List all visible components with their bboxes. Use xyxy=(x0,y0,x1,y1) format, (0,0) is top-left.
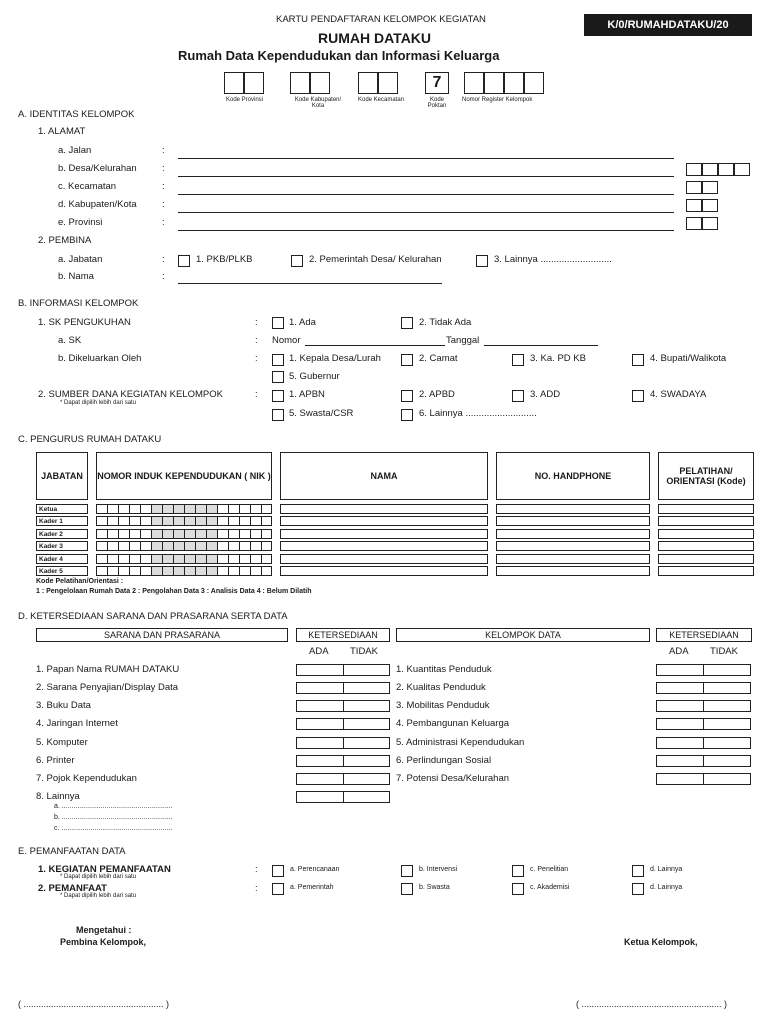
ada-label-right: ADA xyxy=(669,646,689,657)
kode-pelatihan-list: 1 : Pengelolaan Rumah Data 2 : Pengolahan Data 3 : Analisis Data 4 : Belum Dilatih xyxy=(36,588,312,595)
sarana-ada-box[interactable] xyxy=(296,755,344,767)
pkb-label: 1. PKB/PLKB xyxy=(196,254,253,265)
sk-ada-label: 1. Ada xyxy=(289,317,316,328)
swasta-csr-label: 5. Swasta/CSR xyxy=(289,408,354,419)
perencanaan-label: a. Perencanaan xyxy=(290,866,340,873)
kelompok-ada-box[interactable] xyxy=(656,700,704,712)
sarana-ada-box[interactable] xyxy=(296,664,344,676)
kelompok-tidak-box[interactable] xyxy=(703,773,751,785)
kapdkb-checkbox[interactable] xyxy=(512,354,524,366)
sarana-label: 1. Papan Nama RUMAH DATAKU xyxy=(36,664,180,675)
row-handphone-field[interactable] xyxy=(496,541,650,551)
mengetahui-label: Mengetahui : xyxy=(76,925,132,935)
kabupaten-field[interactable] xyxy=(178,212,674,213)
pkb-checkbox[interactable] xyxy=(178,255,190,267)
swadaya-label: 4. SWADAYA xyxy=(650,389,707,400)
row-jabatan: Kader 1 xyxy=(36,516,88,526)
row-handphone-field[interactable] xyxy=(496,566,650,576)
gubernur-label: 5. Gubernur xyxy=(289,371,340,382)
intervensi-label: b. Intervensi xyxy=(419,866,458,873)
pemdes-checkbox[interactable] xyxy=(291,255,303,267)
kegiatan-lainnya-checkbox[interactable] xyxy=(632,865,644,877)
sarana-label: 7. Pojok Kependudukan xyxy=(36,773,137,784)
row-pelatihan-field[interactable] xyxy=(658,554,754,564)
kelompok-tidak-box[interactable] xyxy=(703,737,751,749)
label-sk: a. SK xyxy=(58,335,82,346)
row-handphone-field[interactable] xyxy=(496,516,650,526)
pemerintah-checkbox[interactable] xyxy=(272,883,284,895)
sk-tidak-checkbox[interactable] xyxy=(401,317,413,329)
pemanfaat-title: 2. PEMANFAAT xyxy=(38,883,107,894)
pembina-signature-line[interactable]: ( ........................................................ ) xyxy=(18,999,170,1009)
col-jabatan: JABATAN xyxy=(36,452,88,500)
sumber-note: * Dapat dipilih lebih dari satu xyxy=(60,400,137,406)
label-kode-poktan: Kode Poktan xyxy=(427,97,447,109)
sarana-label: 6. Printer xyxy=(36,755,75,766)
subtitle: Rumah Data Kependudukan dan Informasi Keluarga xyxy=(178,48,500,63)
row-pelatihan-field[interactable] xyxy=(658,566,754,576)
sarana-tidak-box[interactable] xyxy=(343,682,390,694)
sarana-ada-box[interactable] xyxy=(296,682,344,694)
swadaya-checkbox[interactable] xyxy=(632,390,644,402)
card-title: KARTU PENDAFTARAN KELOMPOK KEGIATAN xyxy=(276,14,486,25)
colon: : xyxy=(255,883,258,894)
row-nama-field[interactable] xyxy=(280,516,488,526)
kelompok-tidak-box[interactable] xyxy=(703,755,751,767)
apbn-checkbox[interactable] xyxy=(272,390,284,402)
row-handphone-field[interactable] xyxy=(496,554,650,564)
lainnya-line-b: b. ......................................................... xyxy=(54,814,173,821)
swasta-label: b. Swasta xyxy=(419,884,450,891)
tidak-label-right: TIDAK xyxy=(710,646,738,657)
colon: : xyxy=(162,199,165,210)
lainnya-line-a: a. ......................................................... xyxy=(54,803,173,810)
jalan-field[interactable] xyxy=(178,158,674,159)
sarana-ada-box[interactable] xyxy=(296,718,344,730)
sarana-ada-box[interactable] xyxy=(296,791,344,803)
row-jabatan: Ketua xyxy=(36,504,88,514)
pemerintah-label: a. Pemerintah xyxy=(290,884,334,891)
colon: : xyxy=(255,864,258,875)
akademisi-label: c. Akademisi xyxy=(530,884,570,891)
sarana-label: 2. Sarana Penyajian/Display Data xyxy=(36,682,179,693)
col-nik: NOMOR INDUK KEPENDUDUKAN ( NIK ) xyxy=(96,452,272,500)
kelompok-ada-box[interactable] xyxy=(656,682,704,694)
row-jabatan: Kader 4 xyxy=(36,554,88,564)
sk-title: 1. SK PENGUKUHAN xyxy=(38,317,131,328)
ketua-signature-line[interactable]: ( ........................................................ ) xyxy=(576,999,728,1009)
code-badge: K/0/RUMAHDATAKU/20 xyxy=(584,14,752,36)
sk-tidak-label: 2. Tidak Ada xyxy=(419,317,472,328)
ada-label-left: ADA xyxy=(309,646,329,657)
kades-label: 1. Kepala Desa/Lurah xyxy=(289,353,381,364)
colon: : xyxy=(162,271,165,282)
col-nama: NAMA xyxy=(280,452,488,500)
kelompok-label: 1. Kuantitas Penduduk xyxy=(396,664,492,675)
kegiatan-title: 1. KEGIATAN PEMANFAATAN xyxy=(38,864,171,875)
label-provinsi: e. Provinsi xyxy=(58,217,103,228)
swasta-csr-checkbox[interactable] xyxy=(272,409,284,421)
kelompok-tidak-box[interactable] xyxy=(703,682,751,694)
sarana-label: 5. Komputer xyxy=(36,737,88,748)
kapdkb-label: 3. Ka. PD KB xyxy=(530,353,586,364)
sumber-lainnya-label: 6. Lainnya ........................... xyxy=(419,408,537,419)
lainnya-checkbox[interactable] xyxy=(476,255,488,267)
pemanfaat-lainnya-label: d. Lainnya xyxy=(650,884,683,891)
kode-pelatihan-title: Kode Pelatihan/Orientasi : xyxy=(36,578,124,585)
ketua-label: Ketua Kelompok, xyxy=(624,937,698,947)
kelompok-label: 3. Mobilitas Penduduk xyxy=(396,700,490,711)
sarana-tidak-box[interactable] xyxy=(343,791,390,803)
label-nomor: Nomor xyxy=(272,335,301,346)
intervensi-checkbox[interactable] xyxy=(401,865,413,877)
col-handphone: NO. HANDPHONE xyxy=(496,452,650,500)
section-e-title: E. PEMANFAATAN DATA xyxy=(18,846,126,857)
sumber-title: 2. SUMBER DANA KEGIATAN KELOMPOK xyxy=(38,389,223,400)
perencanaan-checkbox[interactable] xyxy=(272,865,284,877)
label-dikeluarkan: b. Dikeluarkan Oleh xyxy=(58,353,142,364)
nama-pembina-field[interactable] xyxy=(178,283,442,284)
bupati-label: 4. Bupati/Walikota xyxy=(650,353,727,364)
kelompok-ada-box[interactable] xyxy=(656,737,704,749)
sarana-label: 8. Lainnya xyxy=(36,791,80,802)
col-kelompok-data: KELOMPOK DATA xyxy=(396,628,650,642)
akademisi-checkbox[interactable] xyxy=(512,883,524,895)
label-jabatan: a. Jabatan xyxy=(58,254,103,265)
camat-checkbox[interactable] xyxy=(401,354,413,366)
kelompok-ada-box[interactable] xyxy=(656,664,704,676)
alamat-title: 1. ALAMAT xyxy=(38,126,86,137)
sumber-lainnya-checkbox[interactable] xyxy=(401,409,413,421)
section-d-title: D. KETERSEDIAAN SARANA DAN PRASARANA SERTA DATA xyxy=(18,611,288,622)
col-ketersediaan-data: KETERSEDIAAN xyxy=(656,628,752,642)
provinsi-field[interactable] xyxy=(178,230,674,231)
sarana-ada-box[interactable] xyxy=(296,737,344,749)
code-poktan-box: 7 xyxy=(425,72,449,94)
camat-label: 2. Camat xyxy=(419,353,458,364)
colon: : xyxy=(162,254,165,265)
row-nama-field[interactable] xyxy=(280,504,488,514)
kegiatan-note: * Dapat dipilih lebih dari satu xyxy=(60,874,137,880)
pembina-title: 2. PEMBINA xyxy=(38,235,92,246)
kelompok-label: 5. Administrasi Kependudukan xyxy=(396,737,525,748)
gubernur-checkbox[interactable] xyxy=(272,371,284,383)
label-nomor-register: Nomor Register Kelompok xyxy=(462,97,533,103)
colon: : xyxy=(255,353,258,364)
sarana-ada-box[interactable] xyxy=(296,700,344,712)
sarana-tidak-box[interactable] xyxy=(343,737,390,749)
col-ketersediaan-sarana: KETERSEDIAAN xyxy=(296,628,390,642)
colon: : xyxy=(162,217,165,228)
row-pelatihan-field[interactable] xyxy=(658,541,754,551)
kelompok-ada-box[interactable] xyxy=(656,773,704,785)
sarana-label: 4. Jaringan Internet xyxy=(36,718,118,729)
col-sarana: SARANA DAN PRASARANA xyxy=(36,628,288,642)
colon: : xyxy=(162,145,165,156)
row-nama-field[interactable] xyxy=(280,541,488,551)
add-checkbox[interactable] xyxy=(512,390,524,402)
colon: : xyxy=(255,389,258,400)
tidak-label-left: TIDAK xyxy=(350,646,378,657)
colon: : xyxy=(162,163,165,174)
lainnya-line-c: c. ......................................................... xyxy=(54,825,173,832)
section-b-title: B. INFORMASI KELOMPOK xyxy=(18,298,139,309)
row-handphone-field[interactable] xyxy=(496,529,650,539)
row-nama-field[interactable] xyxy=(280,529,488,539)
sarana-label: 3. Buku Data xyxy=(36,700,91,711)
apbd-checkbox[interactable] xyxy=(401,390,413,402)
row-pelatihan-field[interactable] xyxy=(658,504,754,514)
bupati-checkbox[interactable] xyxy=(632,354,644,366)
kelompok-label: 7. Potensi Desa/Kelurahan xyxy=(396,773,510,784)
kelompok-ada-box[interactable] xyxy=(656,718,704,730)
sarana-tidak-box[interactable] xyxy=(343,700,390,712)
label-jalan: a. Jalan xyxy=(58,145,92,156)
sarana-tidak-box[interactable] xyxy=(343,664,390,676)
row-nama-field[interactable] xyxy=(280,566,488,576)
kelompok-label: 4. Pembangunan Keluarga xyxy=(396,718,510,729)
row-pelatihan-field[interactable] xyxy=(658,529,754,539)
kelompok-tidak-box[interactable] xyxy=(703,718,751,730)
lainnya-label: 3. Lainnya ........................... xyxy=(494,254,612,265)
section-a-title: A. IDENTITAS KELOMPOK xyxy=(18,109,135,120)
pembina-label: Pembina Kelompok, xyxy=(60,937,147,947)
desa-field[interactable] xyxy=(178,176,674,177)
col-pelatihan: PELATIHAN/ ORIENTASI (Kode) xyxy=(658,452,754,500)
kelompok-tidak-box[interactable] xyxy=(703,700,751,712)
nomor-field[interactable] xyxy=(305,345,445,346)
pemanfaat-note: * Dapat dipilih lebih dari satu xyxy=(60,893,137,899)
kecamatan-field[interactable] xyxy=(178,194,674,195)
section-c-title: C. PENGURUS RUMAH DATAKU xyxy=(18,434,162,445)
sarana-tidak-box[interactable] xyxy=(343,718,390,730)
colon: : xyxy=(162,181,165,192)
kelompok-label: 2. Kualitas Penduduk xyxy=(396,682,486,693)
sarana-ada-box[interactable] xyxy=(296,773,344,785)
row-jabatan: Kader 5 xyxy=(36,566,88,576)
label-desa: b. Desa/Kelurahan xyxy=(58,163,137,174)
swasta-checkbox[interactable] xyxy=(401,883,413,895)
label-kode-kecamatan: Kode Kecamatan xyxy=(358,97,405,103)
label-kode-provinsi: Kode Provinsi xyxy=(226,97,264,103)
row-jabatan: Kader 3 xyxy=(36,541,88,551)
kelompok-label: 6. Perlindungan Sosial xyxy=(396,755,492,766)
pemanfaat-lainnya-checkbox[interactable] xyxy=(632,883,644,895)
apbd-label: 2. APBD xyxy=(419,389,455,400)
kelompok-tidak-box[interactable] xyxy=(703,664,751,676)
kegiatan-lainnya-label: d. Lainnya xyxy=(650,866,683,873)
row-handphone-field[interactable] xyxy=(496,504,650,514)
label-tanggal: Tanggal xyxy=(446,335,480,346)
penelitian-checkbox[interactable] xyxy=(512,865,524,877)
tanggal-field[interactable] xyxy=(484,345,598,346)
label-kecamatan: c. Kecamatan xyxy=(58,181,117,192)
colon: : xyxy=(255,317,258,328)
penelitian-label: c. Penelitian xyxy=(530,866,569,873)
kelompok-ada-box[interactable] xyxy=(656,755,704,767)
kades-checkbox[interactable] xyxy=(272,354,284,366)
colon: : xyxy=(255,335,258,346)
label-kode-kabupaten: Kode Kabupaten/ Kota xyxy=(294,97,342,109)
row-nama-field[interactable] xyxy=(280,554,488,564)
main-title: RUMAH DATAKU xyxy=(318,30,432,46)
sarana-tidak-box[interactable] xyxy=(343,773,390,785)
label-nama: b. Nama xyxy=(58,271,94,282)
sarana-tidak-box[interactable] xyxy=(343,755,390,767)
row-jabatan: Kader 2 xyxy=(36,529,88,539)
sk-ada-checkbox[interactable] xyxy=(272,317,284,329)
add-label: 3. ADD xyxy=(530,389,561,400)
label-kabupaten: d. Kabupaten/Kota xyxy=(58,199,137,210)
pemdes-label: 2. Pemerintah Desa/ Kelurahan xyxy=(309,254,442,265)
apbn-label: 1. APBN xyxy=(289,389,325,400)
row-pelatihan-field[interactable] xyxy=(658,516,754,526)
